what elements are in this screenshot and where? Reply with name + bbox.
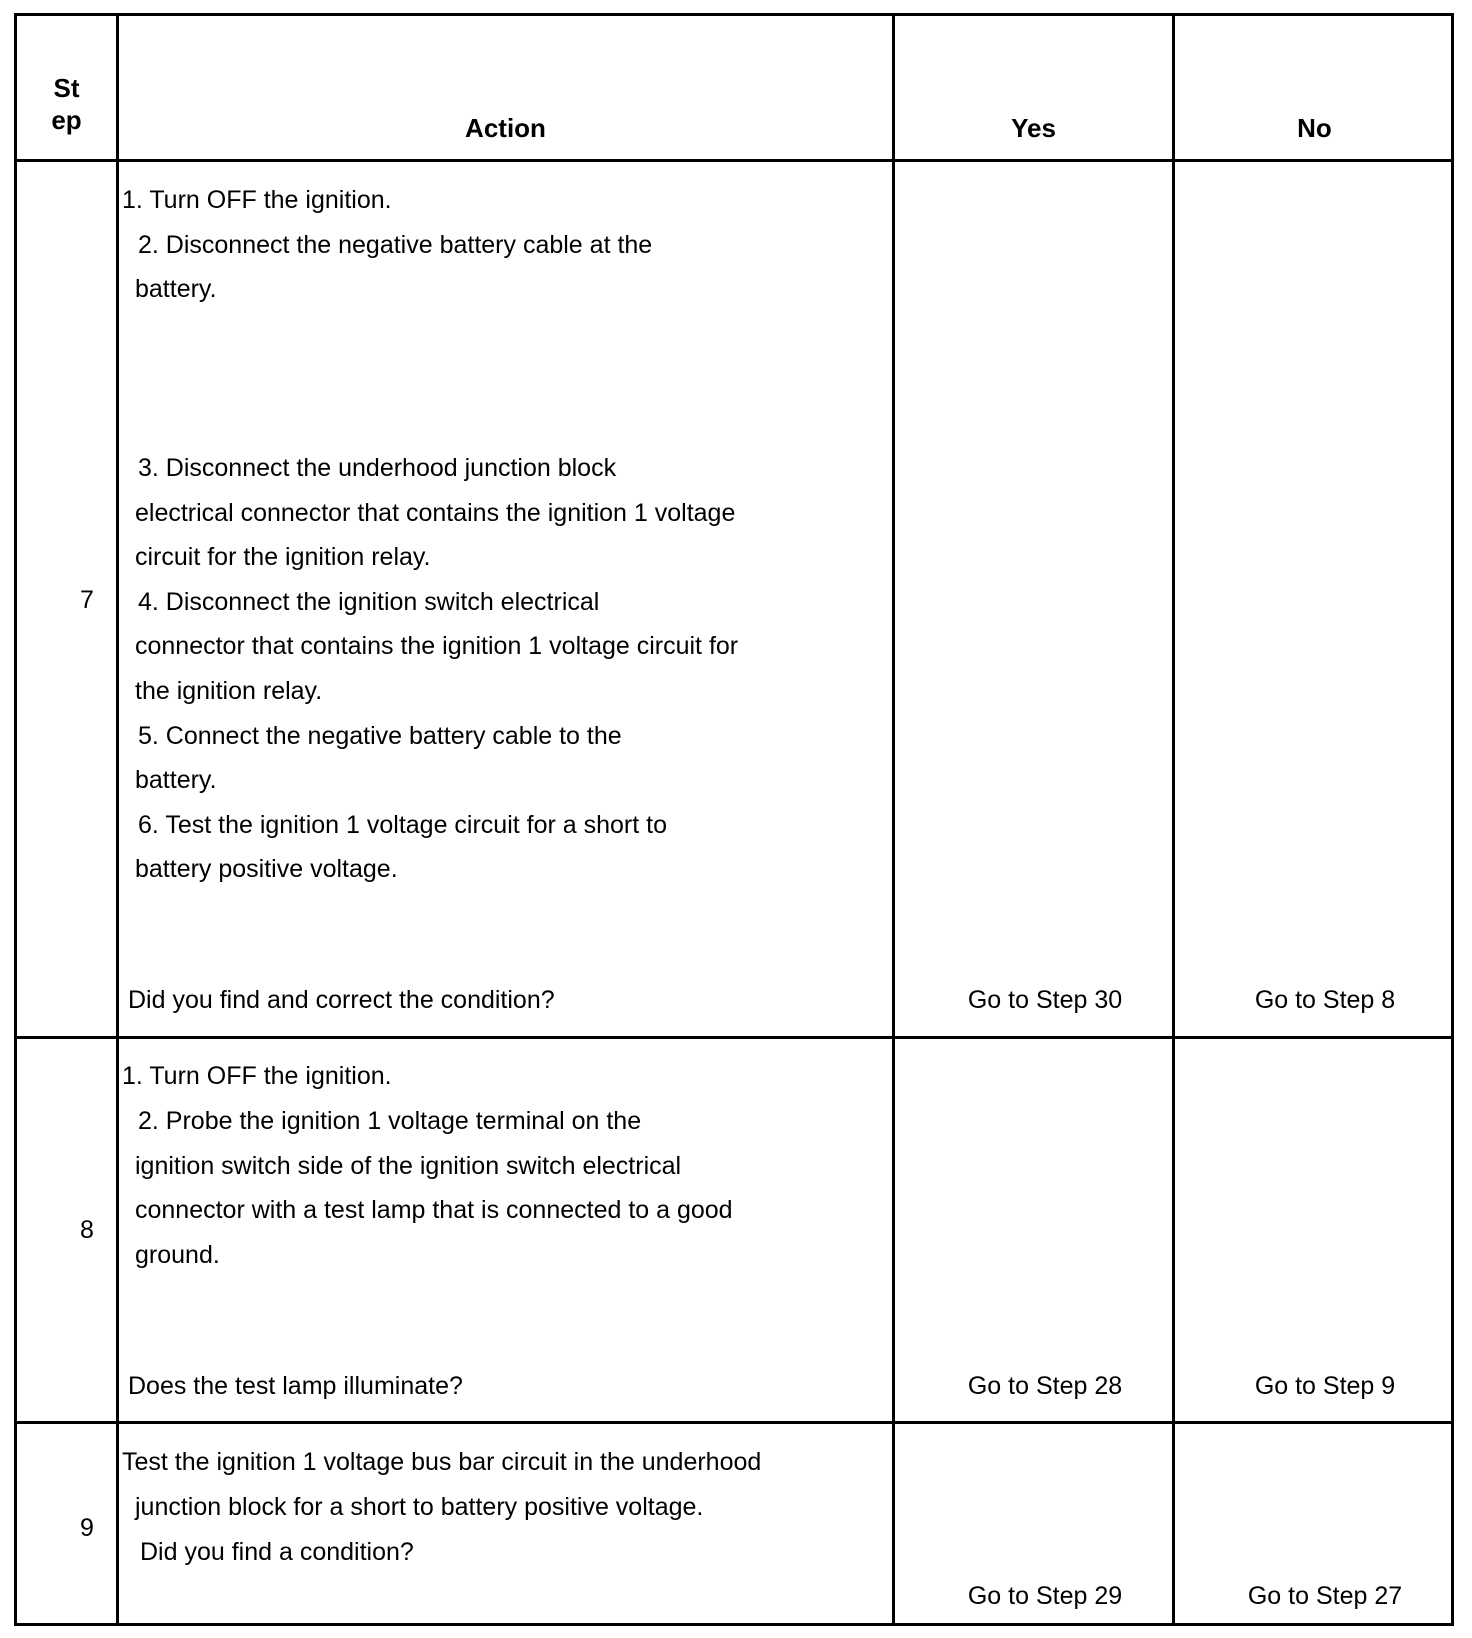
action-line: ground. xyxy=(135,1241,220,1269)
action-line: connector with a test lamp that is connected to a good xyxy=(135,1196,733,1224)
action-line: junction block for a short to battery positive voltage. xyxy=(135,1493,704,1521)
header-yes: Yes xyxy=(1011,113,1056,143)
action-line: Test the ignition 1 voltage bus bar circuit in the underhood xyxy=(122,1448,762,1476)
step-number: 9 xyxy=(80,1514,94,1542)
row-divider xyxy=(14,159,1454,162)
header-step-line2: ep xyxy=(51,105,82,135)
action-line: battery. xyxy=(135,275,217,303)
action-line: battery positive voltage. xyxy=(135,855,398,883)
action-line: battery. xyxy=(135,766,217,794)
action-line: Did you find a condition? xyxy=(140,1538,414,1566)
row-divider xyxy=(14,1421,1454,1424)
action-line: the ignition relay. xyxy=(135,677,323,705)
action-question: Did you find and correct the condition? xyxy=(128,986,555,1014)
step-number: 8 xyxy=(80,1216,94,1244)
action-line: electrical connector that contains the ignition 1 voltage xyxy=(135,499,736,527)
yes-result: Go to Step 28 xyxy=(967,1372,1123,1400)
step-number: 7 xyxy=(80,586,94,614)
no-result: Go to Step 9 xyxy=(1254,1372,1396,1400)
no-result: Go to Step 8 xyxy=(1254,986,1396,1014)
row-divider xyxy=(14,1036,1454,1039)
header-step-line1: St xyxy=(53,73,80,103)
action-line: 4. Disconnect the ignition switch electrical xyxy=(138,588,600,616)
yes-result: Go to Step 29 xyxy=(967,1582,1123,1610)
yes-result: Go to Step 30 xyxy=(967,986,1123,1014)
header-no: No xyxy=(1297,113,1332,143)
action-line: 2. Disconnect the negative battery cable at the xyxy=(138,231,653,259)
action-line: 2. Probe the ignition 1 voltage terminal on the xyxy=(138,1107,642,1135)
header-action: Action xyxy=(465,113,546,143)
action-line: 1. Turn OFF the ignition. xyxy=(122,1062,392,1090)
no-result: Go to Step 27 xyxy=(1247,1582,1403,1610)
action-line: 5. Connect the negative battery cable to the xyxy=(138,722,622,750)
action-line: 3. Disconnect the underhood junction block xyxy=(138,454,617,482)
header-step xyxy=(17,72,116,136)
action-line: 1. Turn OFF the ignition. xyxy=(122,186,392,214)
column-divider xyxy=(116,13,119,1626)
action-line: connector that contains the ignition 1 voltage circuit for xyxy=(135,632,739,660)
action-line: 6. Test the ignition 1 voltage circuit for a short to xyxy=(138,811,667,839)
action-question: Does the test lamp illuminate? xyxy=(128,1372,463,1400)
action-line: ignition switch side of the ignition switch electrical xyxy=(135,1152,682,1180)
action-line: circuit for the ignition relay. xyxy=(135,543,431,571)
